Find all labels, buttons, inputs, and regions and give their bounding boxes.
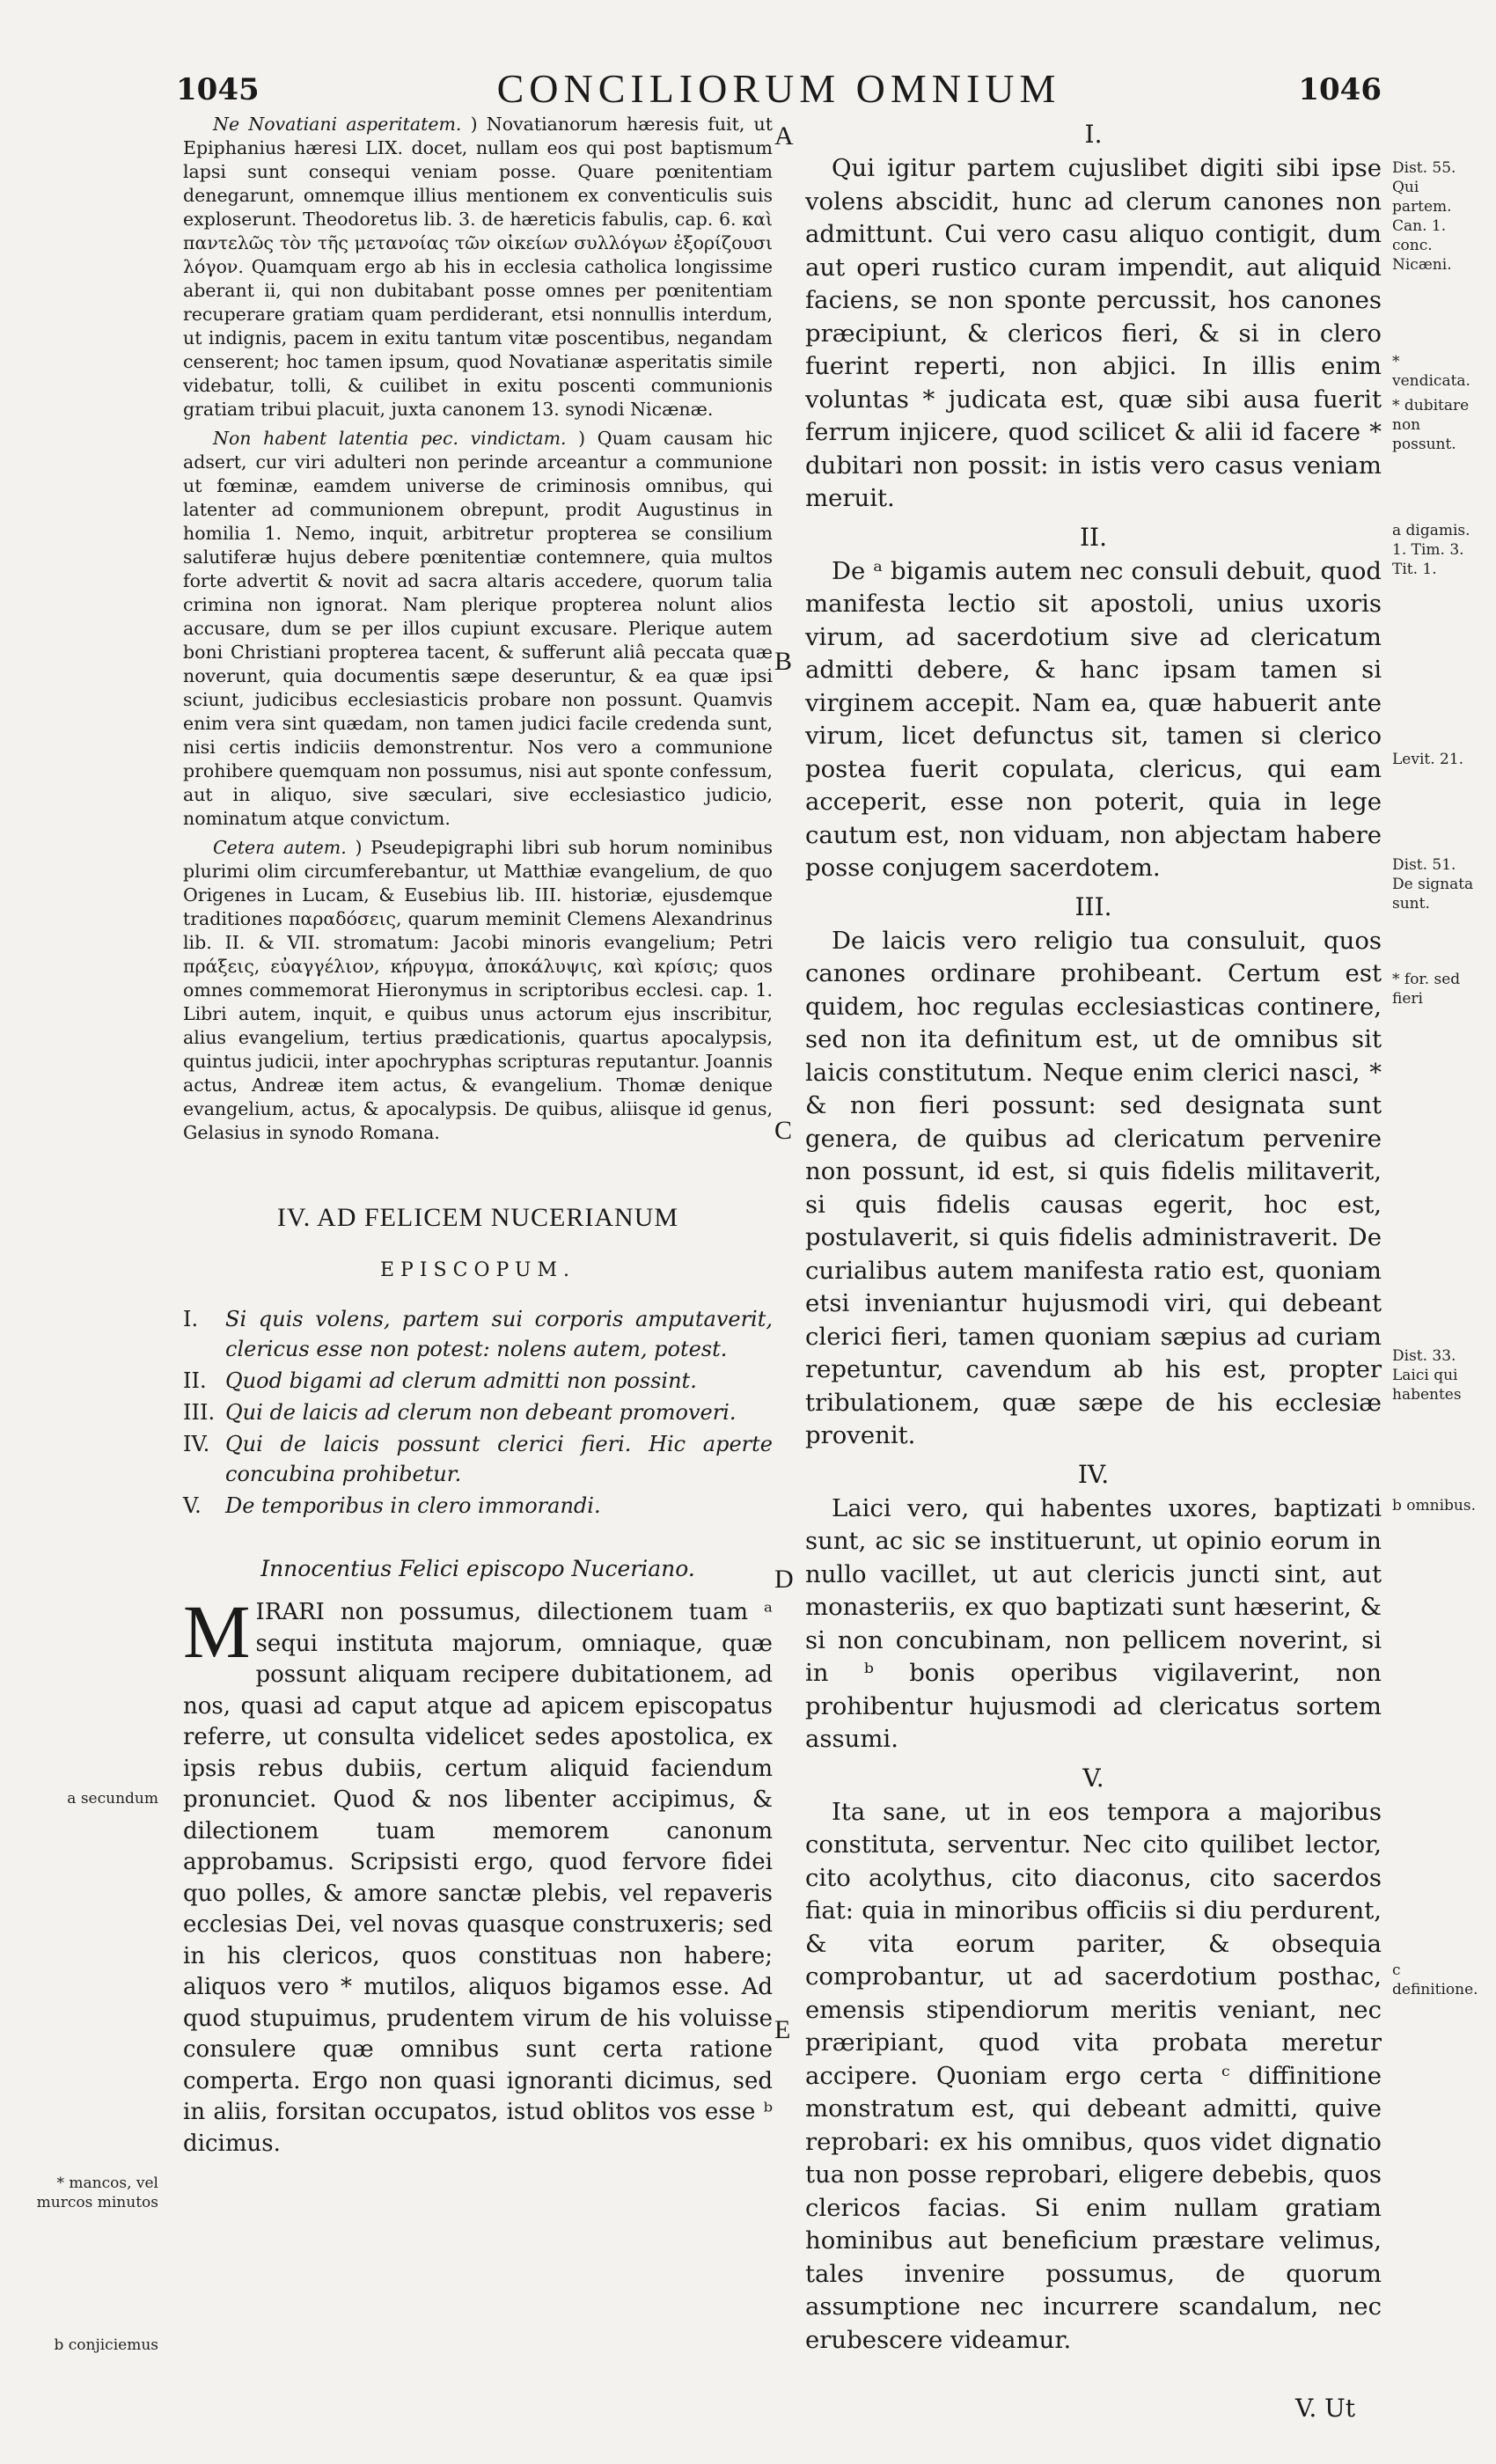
margin-note: a secundum — [67, 1790, 158, 1808]
canon-text: Qui igitur partem cujuslibet digiti sibi ipse volens abscidit, hunc ad clerum canones non admittunt. Cui vero casu aliquo contigit, dum aut operi rustico curam impendit, aut aliquid faciens, se non sponte percussit, hos canones præcipiunt, & clericos fieri, & si in clero fuerint reperti, non abjici. In illis enim voluntas * judicata est, quæ sibi ausa fuerit ferrum injicere, quod scilicet & alii id facere * dubitari non possit: in istis vero casus veniam meruit. — [805, 154, 1382, 512]
margin-note: a digamis. 1. Tim. 3. Tit. 1. — [1392, 522, 1470, 578]
summary-item: II. Quod bigami ad clerum admitti non possint. — [183, 1368, 697, 1393]
section-letter: D — [774, 1565, 794, 1594]
page-number-right: 1046 — [1298, 72, 1382, 107]
running-title: CONCILIORUM OMNIUM — [496, 66, 1061, 111]
right-column — [805, 113, 1382, 2360]
summary-item: V. De temporibus in clero immorandi. — [183, 1493, 601, 1518]
margin-note: * vendicata. — [1392, 353, 1470, 390]
drop-cap: M — [183, 1589, 251, 1674]
margin-note: * mancos, vel murcos minutos — [36, 2174, 158, 2211]
catchword: V. Ut — [1295, 2394, 1355, 2423]
summary-item: IV. Qui de laicis possunt clerici fieri. Hic aperte concubina prohibetur. — [183, 1432, 773, 1486]
note-paragraph: Ne Novatiani asperitatem. ) Novatianorum hæresis fuit, ut Epiphanius hæresi LIX. docet, nullam eos qui post baptismum lapsi sunt consequi veniam posse. Quare pœnitentiam denegarunt, omnemque illius mentionem ex conventiculis suis exploserunt. Theodoretus lib. 3. de hæreticis fabulis, cap. 6. καὶ παντελῶς τὸν τῆς μετανοίας τῶν οἰκείων συλλόγων ἐξορίζουσι λόγον. Quamquam ergo ab his in ecclesia catholica longissime aberant ii, qui non dubitabant posse omnes per pœnitentiam recuperare gratiam quam perdiderant, etsi nonnullis interdum, ut indignis, pacem in exitu tantum vitæ poscentibus, negandam censerent; hoc tamen ipsum, quod Novatianæ asperitatis simile videbatur, tolli, & cuilibet in exitu poscenti communionis gratiam tribui placuit, juxta canonem 13. synodi Nicænæ. — [183, 114, 773, 420]
commentary-notes — [183, 113, 773, 1145]
canon-text: Laici vero, qui habentes uxores, baptizati sunt, ac sic se instituerunt, ut opinio eorum in nullo vacillet, ut aut clericis juncti sint, aut monasteriis, ex quo baptizati sunt hæserint, & si non concubinam, non pellicem noverint, si in ᵇ bonis operibus vigilaverint, non prohibentur hujusmodi ad clericatus sortem assumi. — [805, 1493, 1382, 1753]
letter-body: MIRARI non possumus, dilectionem tuam ᵃ sequi instituta majorum, omniaque, quæ possunt aliquam recipere dubitationem, ad nos, quasi ad caput atque ad apicem episcopatus referre, ut consulta videlicet sedes apostolica, ex ipsis rebus dubiis, certum aliquid faciendum pronunciet. Quod & nos libenter accipimus, & dilectionem tuam memorem canonum approbamus. Scripsisti ergo, quod fervore fidei quo polles, & amore sanctæ plebis, vel repaveris ecclesias Dei, vel novas quasque construxeris; sed in his clericos, quos constituas non habere; aliquos vero * mutilos, aliquos bigamos esse. Ad quod stupuimus, prudentem virum de his voluisse consulere quæ omnibus sunt certa ratione comperta. Ergo non quasi ignoranti dicimus, sed in aliis, forsitan occupatos, istud oblitos vos esse ᵇ dicimus. — [183, 1589, 773, 2157]
left-column — [183, 113, 773, 2160]
margin-note: * dubitare non possunt. — [1392, 397, 1470, 453]
margin-note: b conjiciemus — [54, 2336, 158, 2354]
section-letter: B — [774, 647, 793, 676]
margin-note: b omnibus. — [1392, 1497, 1476, 1514]
margin-note: Levit. 21. — [1392, 751, 1464, 768]
canon-number: II. — [1079, 522, 1108, 552]
chapter-summary-list — [183, 1304, 773, 1521]
section-letter: C — [774, 1116, 793, 1145]
canon-text: Ita sane, ut in eos tempora a majoribus constituta, serventur. Nec cito quilibet lector, cito acolythus, cito diaconus, cito sacerdos fiat: quia in minoribus officiis si diu perdurent, & vita eorum pariter, & obsequia comprobantur, ut ad sacerdotium posthac, emensis stipendiorum meritis veniant, nec præripiant, quod vita probata meretur accipere. Quoniam ergo certa ᶜ diffinitione monstratum est, qui debeant admitti, quive reprobari: ex his omnibus, quos videt dignatio tua non posse reprobari, eligere debebis, quos clericos facias. Si enim nullam gratiam hominibus aut beneficium præstare velimus, tales invenire possumus, de quorum assumptione nec incurrere scandalum, nec erubescere videamur. — [805, 1797, 1382, 2354]
margin-note: Dist. 51. De signata sunt. — [1392, 856, 1474, 913]
section-title: IV. AD FELICEM NUCERIANUM — [276, 1203, 679, 1232]
canon-number: III. — [1074, 891, 1112, 921]
running-header — [176, 63, 1382, 116]
canon-text: De laicis vero religio tua consuluit, quos canones ordinare prohibeant. Certum est quidem, hoc regulas ecclesiasticas continere, sed non ita definitum est, ut de omnibus sit laicis constitutum. Neque enim clerici nasci, * & non fieri possunt: sed designata sunt genera, de quibus ad clericatum pervenire non possunt, id est, si quis fidelis militaverit, si quis fidelis causas egerit, hoc est, postulaverit, si quis fidelis administraverit. De curialibus autem manifesta ratio est, quoniam etsi inveniantur hujusmodi viri, qui debeant clerici fieri, tamen quoniam sæpius ad curiam repetuntur, cavendum ab his est, propter tribulationem, quæ sæpe de his ecclesiæ provenit. — [805, 926, 1382, 1449]
section-letter: E — [774, 2015, 791, 2044]
section-subtitle: EPISCOPUM. — [380, 1259, 576, 1281]
margin-note: c definitione. — [1392, 1962, 1478, 1998]
canon-number: I. — [1084, 120, 1103, 149]
letter-greeting: Innocentius Felici episcopo Nuceriano. — [260, 1556, 695, 1581]
section-letter: A — [774, 121, 794, 150]
margin-note: Dist. 33. Laici qui habentes — [1392, 1347, 1462, 1404]
note-paragraph: Non habent latentia pec. vindictam. ) Quam causam hic adsert, cur viri adulteri non perinde arceantur a communione ut fœminæ, eamdem universe de criminosis omnibus, qui latenter ad communionem obrepunt, prodit Augustinus in homilia 1. Nemo, inquit, arbitretur propterea se consilium salutiferæ hujus debere pœnitentiæ contemnere, quia multos forte advertit & novit ad sacra altaris accedere, quorum talia crimina non ignorat. Nam plerique propterea nolunt alios accusare, dum se per illos cupiunt excusare. Plerique autem boni Christiani propterea tacent, & sufferunt aliâ peccata quæ noverunt, quia documentis sæpe deseruntur, & ea quæ ipsi sciunt, judicibus ecclesiasticis probare non possunt. Quamvis enim vera sint quædam, non tamen judici facile credenda sunt, nisi certis indiciis demonstrentur. Nos vero a communione prohibere quemquam non possumus, nisi aut sponte confessum, aut in aliquo, sive sæculari, sive ecclesiastico judicio, nominatum atque convictum. — [183, 428, 773, 829]
canon-number: V. — [1082, 1763, 1104, 1793]
page-number-left: 1045 — [176, 72, 260, 107]
summary-item: III. Qui de laicis ad clerum non debeant promoveri. — [183, 1400, 737, 1425]
margin-note: * for. sed fieri — [1392, 971, 1461, 1008]
canon-number: IV. — [1077, 1459, 1110, 1489]
summary-item: I. Si quis volens, partem sui corporis amputaverit, clericus esse non potest: nolens autem, potest. — [183, 1307, 773, 1361]
canon-text: De ᵃ bigamis autem nec consuli debuit, quod manifesta lectio sit apostoli, unius uxoris virum, ad sacerdotium sive ad clericatum admitti debere, & hanc ipsam tamen si virginem accepit. Nam ea, quæ habuerit ante virum, licet defunctus sit, tamen si clerico postea fuerit copulata, clericus, qui eam acceperit, esse non poterit, quia in lege cautum est, non viduam, non abjectam habere posse conjugem sacerdotem. — [805, 556, 1382, 882]
note-paragraph: Cetera autem. ) Pseudepigraphi libri sub horum nominibus plurimi olim circumferebantur, ut Matthiæ evangelium, de quo Origenes in Lucam, & Eusebius lib. III. historiæ, ejusdemque traditiones παραδόσεις, quarum meminit Clemens Alexandrinus lib. II. & VII. stromatum: Jacobi minoris evangelium; Petri πράξεις, εὐαγγέλιον, κήρυγμα, ἀποκάλυψις, καὶ κρίσις; quos omnes commemorat Hieronymus in scriptoribus ecclesi. cap. 1. Libri autem, inquit, e quibus unus actorum ejus inscribitur, alius evangelium, tertius prædicationis, quartus apocalypsis, quintus judicii, inter apochryphas scripturas reputantur. Joannis actus, Andreæ item actus, & evangelium. Thomæ denique evangelium, actus, & apocalypsis. De quibus, aliisque id genus, Gelasius in synodo Romana. — [183, 837, 773, 1143]
margin-note: Dist. 55. Qui partem. Can. 1. conc. Nicæni. — [1392, 159, 1456, 274]
